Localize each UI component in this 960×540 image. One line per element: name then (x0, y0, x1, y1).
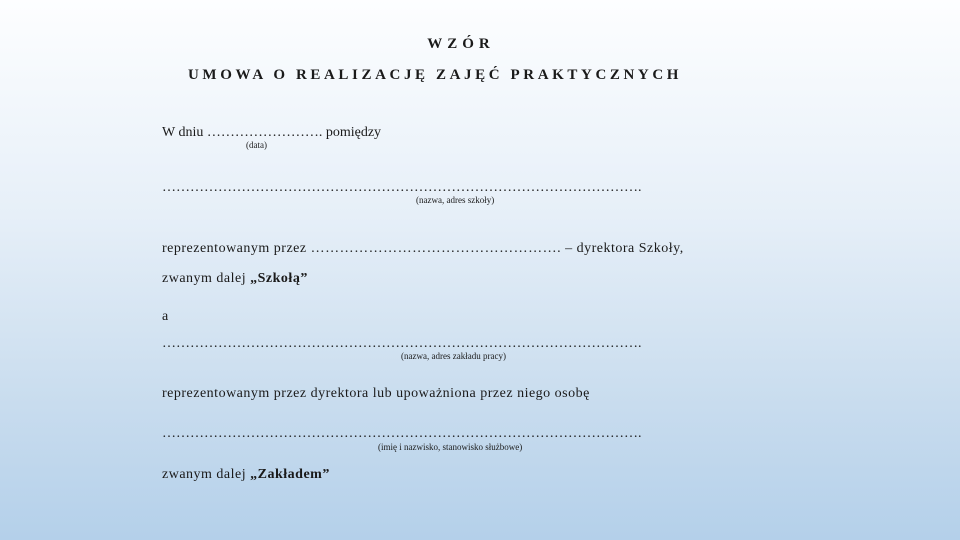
date-caption: (data) (246, 140, 267, 150)
school-caption: (nazwa, adres szkoły) (416, 195, 495, 205)
date-line: W dniu ……………………. pomiędzy (162, 125, 382, 140)
school-represented: reprezentowanym przez ……………………………………………. – dyrektora Szkoły, (162, 241, 684, 256)
school-called (162, 271, 308, 287)
document-title: UMOWA O REALIZACJĘ ZAJĘĆ PRAKTYCZNYCH (188, 67, 683, 83)
workplace-called (162, 467, 330, 483)
person-caption: (imię i nazwisko, stanowisko służbowe) (378, 442, 523, 452)
person-dots: …………………………………………………………………………………………. (162, 426, 642, 441)
school-called-prefix: zwanym dalej (162, 271, 251, 286)
workplace-called-name: „Zakładem” (250, 467, 330, 482)
workplace-represented: reprezentowanym przez dyrektora lub upoważniona przez niego osobę (162, 386, 590, 401)
school-dots: …………………………………………………………………………………………. (162, 180, 642, 195)
workplace-dots: …………………………………………………………………………………………. (162, 336, 642, 351)
workplace-caption: (nazwa, adres zakładu pracy) (401, 351, 506, 361)
heading-wzor: WZÓR (427, 36, 495, 52)
conjunction: a (162, 309, 169, 324)
school-called-name: „Szkołą” (250, 271, 308, 286)
workplace-called-prefix: zwanym dalej (162, 467, 251, 482)
